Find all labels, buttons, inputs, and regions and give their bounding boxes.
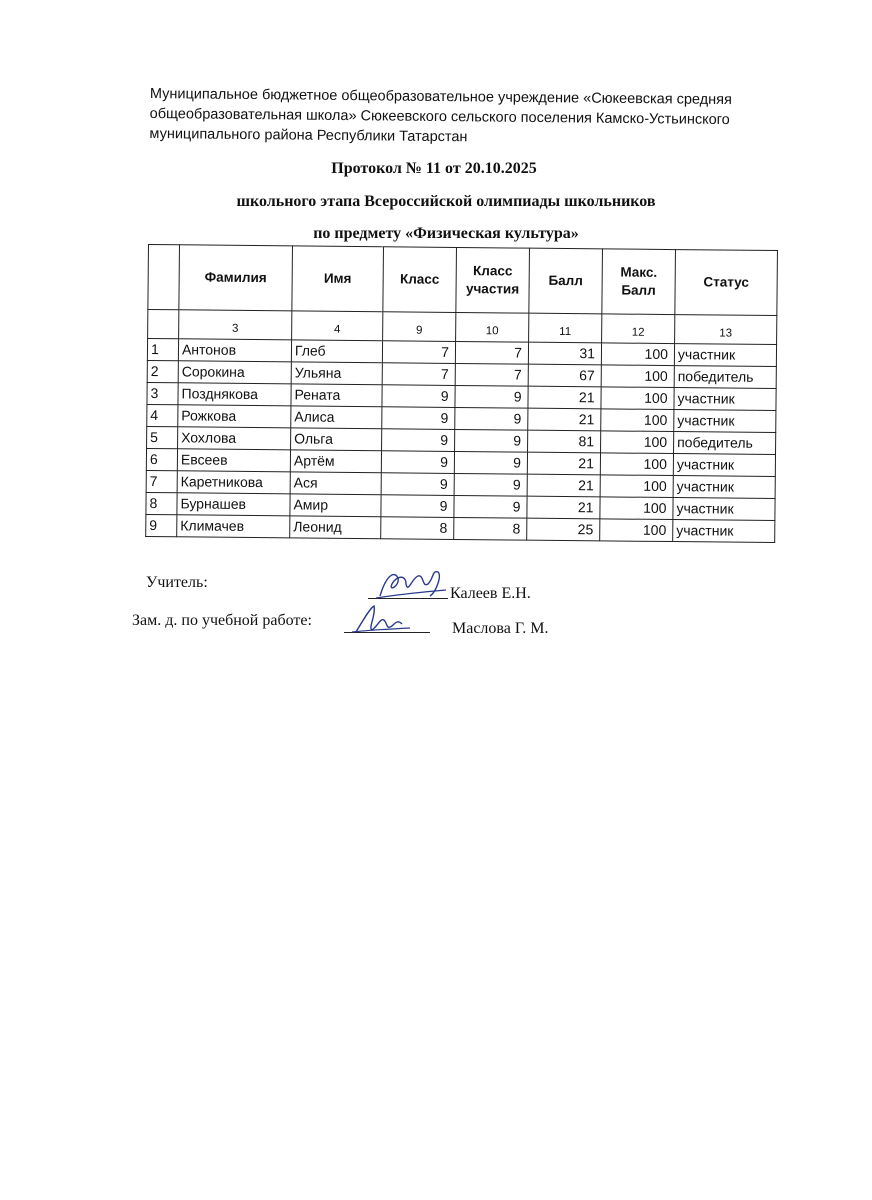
max-score-cell: 100	[601, 387, 674, 410]
score-cell: 67	[528, 364, 601, 387]
deputy-label: Зам. д. по учебной работе:	[132, 612, 312, 629]
status-cell: победитель	[674, 366, 776, 389]
header-cell-grade: Класс	[383, 247, 457, 313]
deputy-signature-icon	[350, 602, 430, 638]
column-number: 13	[675, 315, 777, 345]
row-number: 4	[147, 404, 178, 426]
org-line-2: общеобразовательная школа» Сюкеевского сельского поселения Камско-Устьинского	[149, 105, 730, 129]
grade-cell: 9	[381, 495, 454, 518]
header-cell-max-score: Макс. Балл	[602, 249, 676, 315]
surname-cell: Хохлова	[178, 427, 291, 450]
grade-cell: 7	[382, 341, 455, 364]
surname-cell: Рожкова	[178, 405, 291, 428]
results-table	[145, 244, 778, 543]
teacher-name: Калеев Е.Н.	[450, 585, 531, 602]
participation-grade-cell: 9	[454, 473, 527, 496]
table-header-row	[148, 245, 778, 316]
grade-cell: 9	[382, 429, 455, 452]
grade-cell: 9	[381, 451, 454, 474]
row-number: 3	[147, 382, 178, 404]
participation-grade-cell: 9	[455, 407, 528, 430]
organization-name	[149, 84, 750, 150]
surname-cell: Бурнашев	[177, 493, 290, 516]
status-cell: участник	[673, 520, 775, 543]
column-number: 10	[456, 312, 529, 342]
grade-cell: 8	[381, 517, 454, 540]
status-cell: победитель	[674, 432, 776, 455]
name-cell: Ольга	[291, 428, 382, 451]
status-cell: участник	[674, 344, 776, 367]
status-cell: участник	[673, 454, 775, 477]
column-number: 11	[529, 313, 602, 343]
teacher-signature-icon	[372, 566, 452, 606]
row-number: 8	[146, 492, 177, 514]
grade-cell: 9	[382, 407, 455, 430]
score-cell: 31	[528, 342, 601, 365]
olympiad-stage: школьного этапа Всероссийской олимпиады школьников	[236, 193, 656, 210]
surname-cell: Антонов	[178, 339, 291, 362]
participation-grade-cell: 8	[454, 517, 527, 540]
score-cell: 81	[528, 430, 601, 453]
max-score-cell: 100	[600, 475, 673, 498]
row-number: 5	[147, 426, 178, 448]
name-cell: Глеб	[291, 340, 382, 363]
column-number	[148, 310, 179, 339]
surname-cell: Евсеев	[177, 449, 290, 472]
status-cell: участник	[673, 498, 775, 521]
max-score-cell: 100	[601, 431, 674, 454]
status-cell: участник	[674, 410, 776, 433]
max-score-cell: 100	[600, 497, 673, 520]
name-cell: Амир	[290, 494, 381, 517]
subject-title: по предмету «Физическая культура»	[313, 225, 579, 242]
name-cell: Леонид	[290, 516, 381, 539]
score-cell: 21	[528, 408, 601, 431]
grade-cell: 7	[382, 363, 455, 386]
column-number: 9	[383, 312, 456, 342]
participation-grade-cell: 9	[455, 429, 528, 452]
header-cell-name: Имя	[292, 246, 384, 312]
table-body	[146, 339, 777, 543]
column-number: 12	[602, 314, 675, 344]
header-cell-score: Балл	[529, 248, 603, 314]
results-table-wrapper	[145, 244, 778, 543]
max-score-cell: 100	[601, 409, 674, 432]
participation-grade-cell: 7	[455, 341, 528, 364]
row-number: 6	[146, 448, 177, 470]
max-score-cell: 100	[600, 453, 673, 476]
max-score-cell: 100	[601, 365, 674, 388]
grade-cell: 9	[382, 385, 455, 408]
name-cell: Ася	[290, 472, 381, 495]
participation-grade-cell: 9	[454, 451, 527, 474]
header-cell-index	[148, 245, 180, 310]
column-number: 4	[292, 311, 383, 341]
column-number: 3	[179, 310, 292, 340]
name-cell: Рената	[291, 384, 382, 407]
score-cell: 21	[527, 452, 600, 475]
header-cell-status: Статус	[675, 250, 778, 316]
row-number: 9	[146, 514, 177, 536]
participation-grade-cell: 9	[454, 495, 527, 518]
participation-grade-cell: 7	[455, 363, 528, 386]
score-cell: 25	[527, 518, 600, 541]
name-cell: Ульяна	[291, 362, 382, 385]
deputy-name: Маслова Г. М.	[452, 620, 549, 637]
status-cell: участник	[674, 388, 776, 411]
name-cell: Артём	[290, 450, 381, 473]
row-number: 7	[146, 470, 177, 492]
name-cell: Алиса	[291, 406, 382, 429]
header-cell-surname: Фамилия	[179, 245, 293, 311]
score-cell: 21	[527, 474, 600, 497]
surname-cell: Каретникова	[177, 471, 290, 494]
score-cell: 21	[528, 386, 601, 409]
surname-cell: Сорокина	[178, 361, 291, 384]
surname-cell: Климачев	[177, 515, 290, 538]
score-cell: 21	[527, 496, 600, 519]
surname-cell: Позднякова	[178, 383, 291, 406]
header-cell-participation-grade: Класс участия	[456, 247, 530, 313]
grade-cell: 9	[381, 473, 454, 496]
protocol-title: Протокол № 11 от 20.10.2025	[331, 160, 537, 177]
participation-grade-cell: 9	[455, 385, 528, 408]
row-number: 1	[147, 339, 178, 361]
teacher-label: Учитель:	[146, 574, 208, 591]
max-score-cell: 100	[600, 519, 673, 542]
status-cell: участник	[673, 476, 775, 499]
row-number: 2	[147, 360, 178, 382]
org-line-3: муниципального района Республики Татарстан	[149, 125, 468, 146]
org-line-1: Муниципальное бюджетное общеобразовательное учреждение «Сюкеевская средняя	[149, 85, 732, 109]
max-score-cell: 100	[601, 343, 674, 366]
